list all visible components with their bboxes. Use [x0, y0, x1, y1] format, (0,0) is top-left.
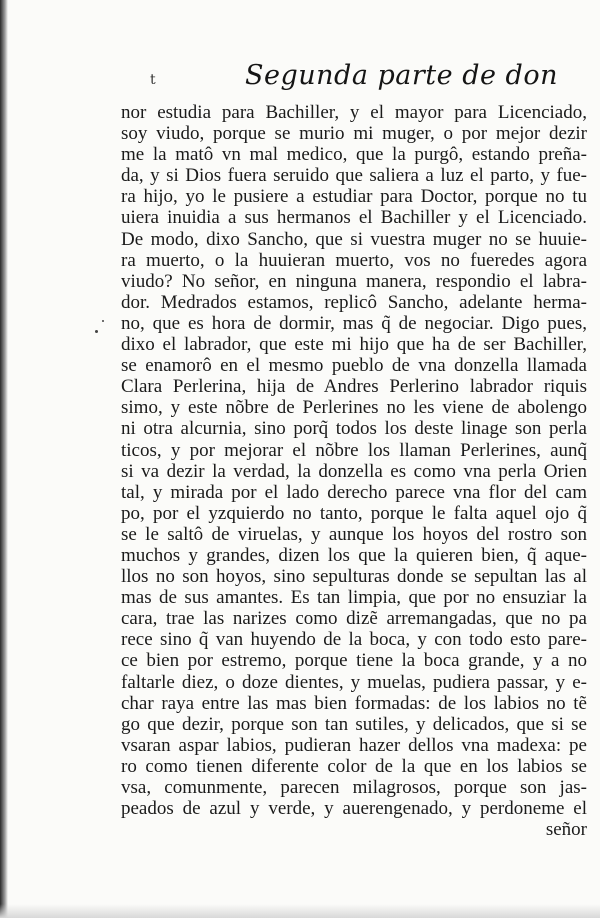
text-line: dor. Medrados estamos, replicô Sancho, adelante herma-	[121, 291, 587, 313]
text-line: vsa, comunmente, parecen milagrosos, porque son jas-	[121, 777, 587, 798]
text-line: go que dezir, porque son tan sutiles, y delicados, que si se	[121, 713, 587, 735]
text-line: mas de sus amantes. Es tan limpia, que por no ensuziar la	[121, 587, 587, 609]
text-line: ce bien por estremo, porque tiene la boca grande, y a no	[121, 650, 587, 672]
text-line: me la matô vn mal medico, que la purgô, estando preña-	[121, 144, 587, 166]
text-line: char raya entre las mas bien formadas: de los labios no tẽ	[121, 692, 587, 714]
text-line: se enamorô en el mesmo pueblo de vna donzella llamada	[121, 355, 587, 377]
scan-shadow-bottom	[0, 904, 600, 918]
text-line: ro como tienen diferente color de la que en los labios se	[121, 755, 587, 777]
scan-shadow-left	[0, 0, 8, 918]
text-line: viudo? No señor, en ninguna manera, respondio el labra-	[121, 270, 587, 292]
text-line: nor estudia para Bachiller, y el mayor para Licenciado,	[121, 102, 587, 123]
text-line: dixo el labrador, que este mi hijo que ha de ser Bachiller,	[121, 334, 587, 356]
text-line: Clara Perlerina, hija de Andres Perlerino labrador riquis	[121, 376, 587, 398]
ink-speck	[102, 320, 104, 322]
text-line: muchos y grandes, dizen los que la quieren bien, q̃ aque-	[121, 544, 587, 566]
text-line: ra muerto, o la huuieran muerto, vos no fueredes agora	[121, 249, 587, 271]
body-text	[121, 102, 591, 840]
text-line: De modo, dixo Sancho, que si vuestra muger no se huuie-	[121, 228, 587, 250]
text-line: llos no son hoyos, sino sepulturas donde se sepultan las al	[121, 566, 587, 588]
text-line: peados de azul y verde, y auerengenado, y perdoneme el	[121, 798, 587, 820]
text-line: soy viudo, porque se murio mi muger, o por mejor dezir	[121, 123, 587, 145]
text-line: ni otra alcurnia, sino porq̃ todos los deste linage son perla	[121, 418, 587, 440]
text-line: po, por el yzquierdo no tanto, porque le falta aquel ojo q̃	[121, 502, 587, 524]
text-line: simo, y este nõbre de Perlerines no les viene de abolengo	[121, 397, 587, 419]
folio-mark: t	[150, 72, 156, 88]
text-line: faltarle diez, o doze dientes, y muelas, pudiera passar, y e-	[121, 671, 587, 693]
text-line: ra hijo, yo le pusiere a estudiar para Doctor, porque no tu	[121, 186, 587, 208]
text-line: se le saltô de viruelas, y aunque los hoyos del rostro son	[121, 523, 587, 545]
running-head: Segunda parte de don	[245, 60, 558, 91]
text-line: uiera inuidia a sus hermanos el Bachiller y el Licenciado.	[121, 207, 587, 229]
text-line: ticos, y por mejorar el nõbre los llaman Perlerines, aunq̃	[121, 439, 587, 461]
text-line: no, que es hora de dormir, mas q̃ de negociar. Digo pues,	[121, 312, 587, 334]
text-line: rece sino q̃ van huyendo de la boca, y con todo esto pare-	[121, 629, 587, 651]
ink-speck	[95, 330, 98, 333]
text-line: vsaran aspar labios, pudieran hazer dellos vna madexa: pe	[121, 734, 587, 756]
text-line: tal, y mirada por el lado derecho parece vna flor del cam	[121, 481, 587, 503]
catchword: señor	[545, 819, 587, 841]
text-line: cara, trae las narizes como dizẽ arremangadas, que no pa	[121, 608, 587, 630]
text-line: da, y si Dios fuera seruido que saliera a luz el parto, y fue-	[121, 165, 587, 187]
text-line: si va dezir la verdad, la donzella es como vna perla Orien	[121, 460, 587, 482]
